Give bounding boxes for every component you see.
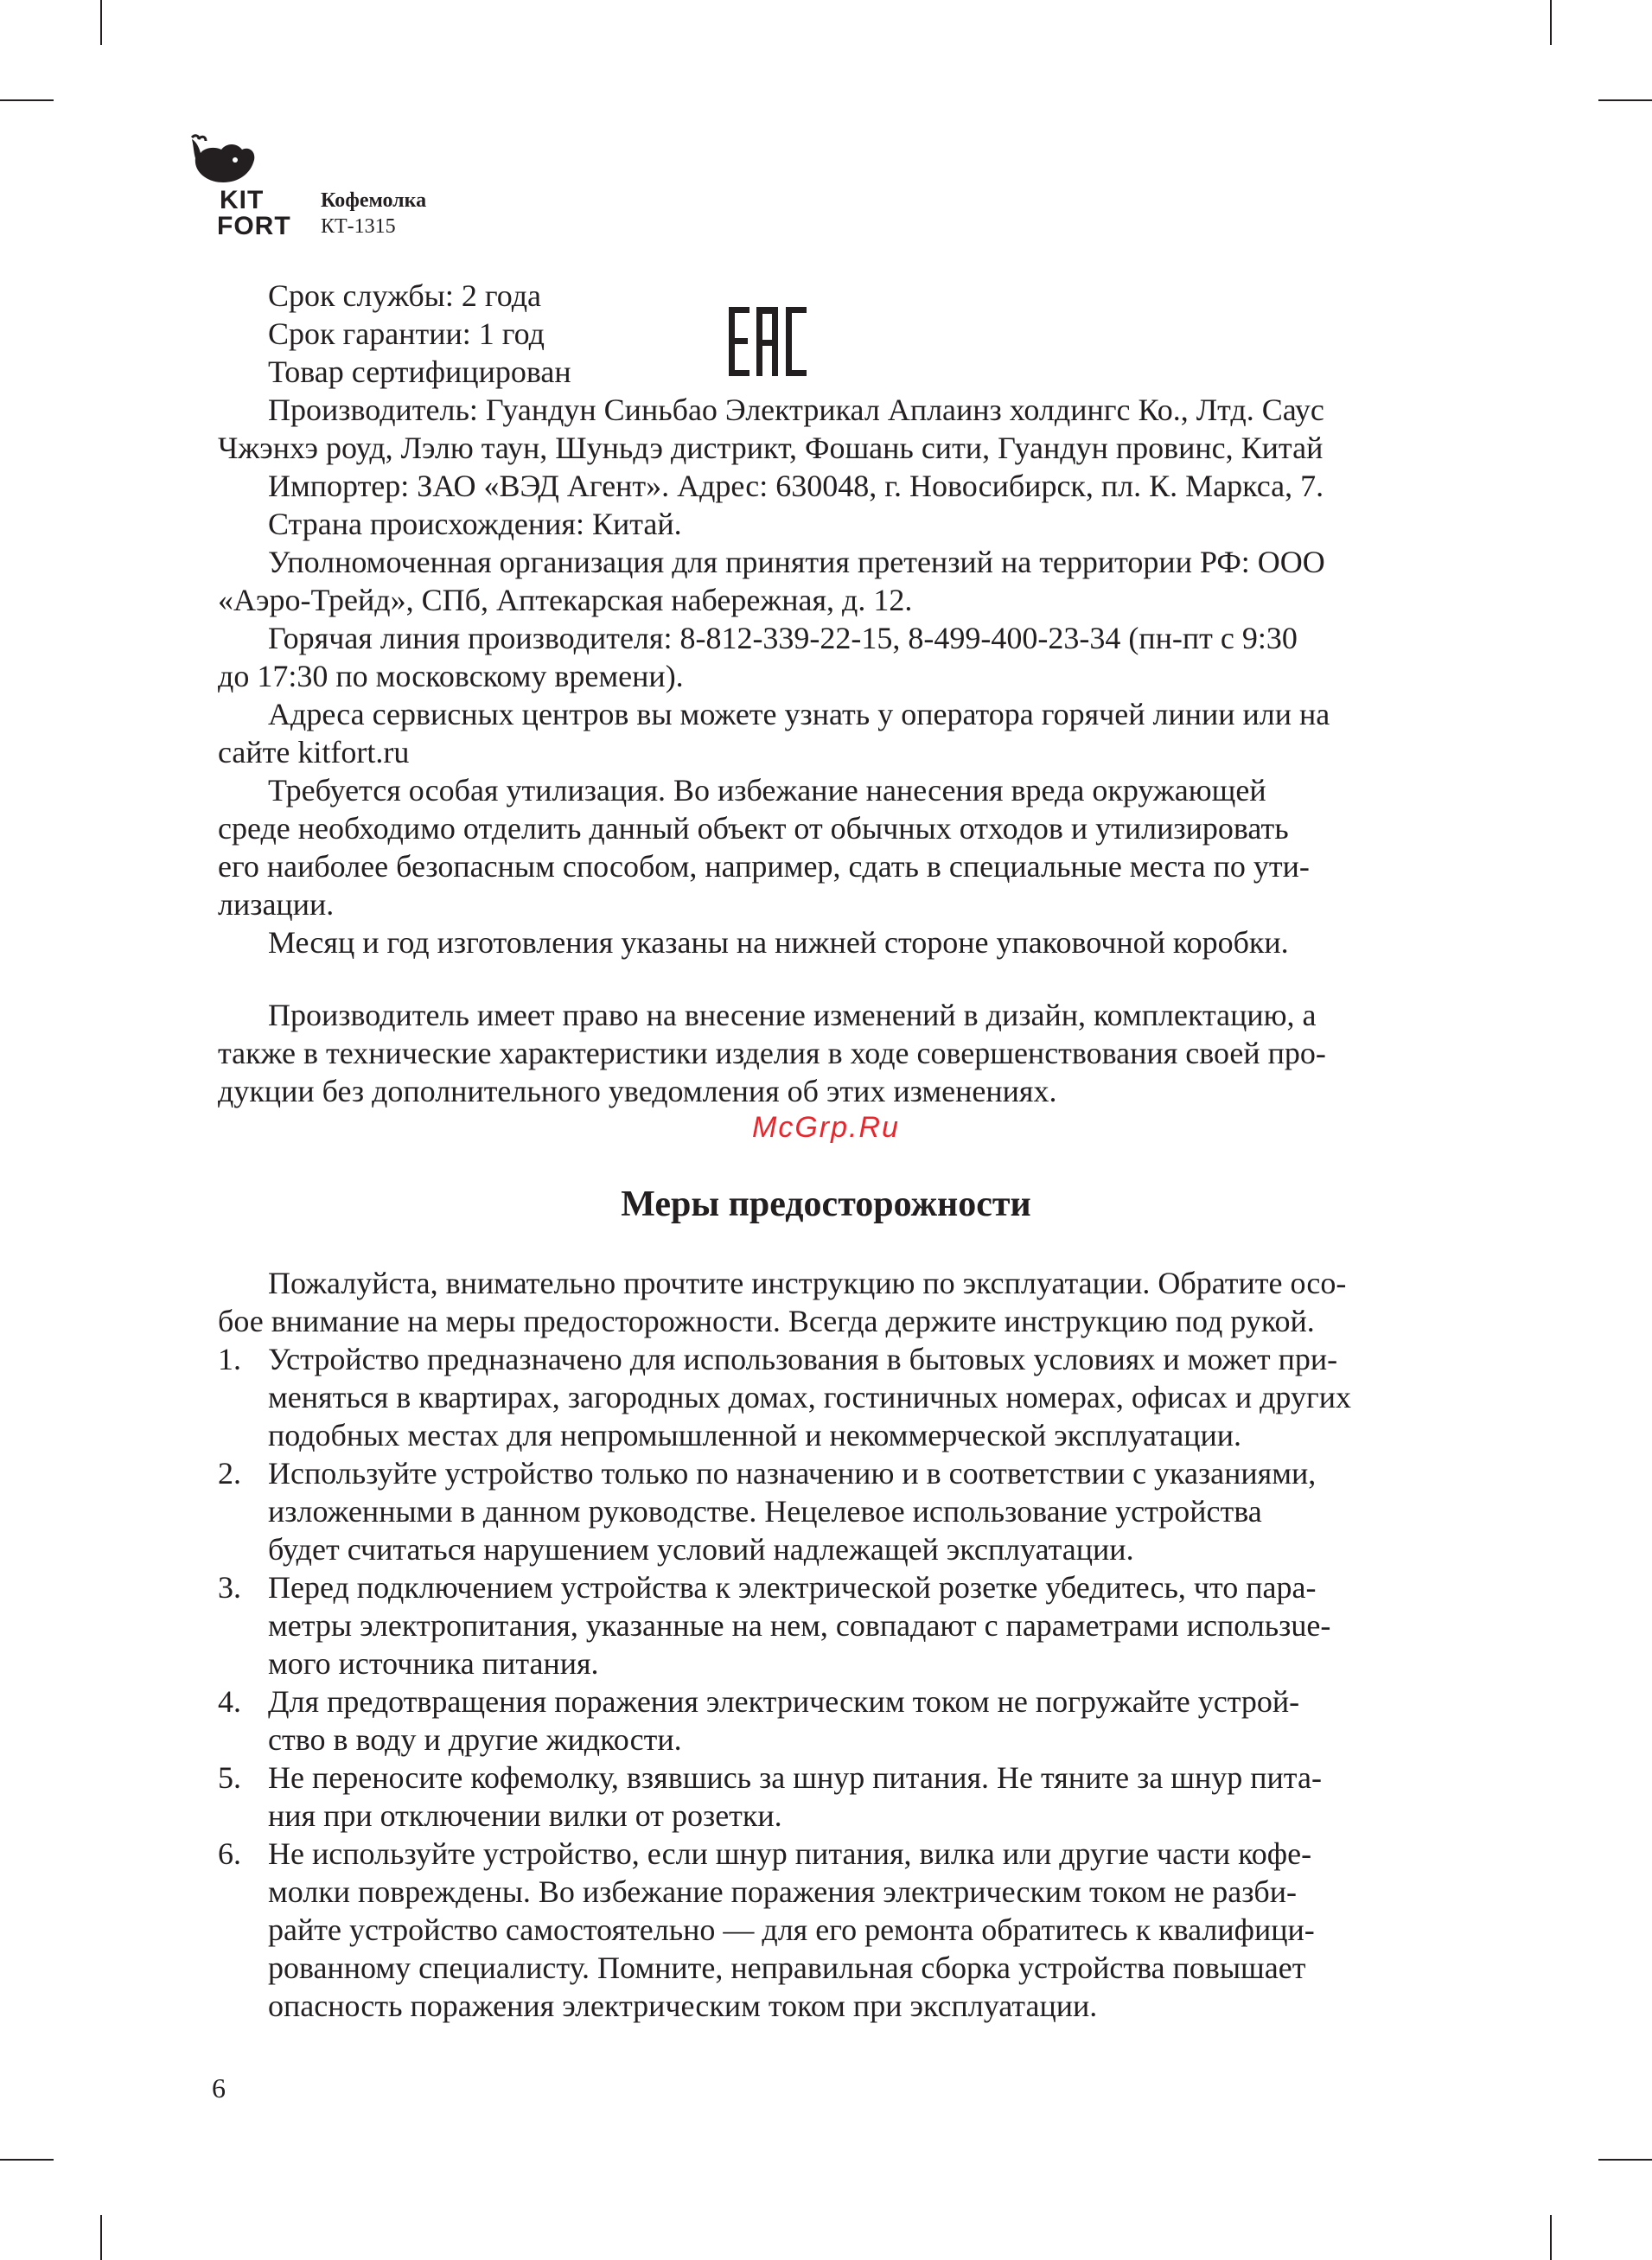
info-line: Производитель имеет право на внесение изменений в дизайн, комплектацию, а — [268, 998, 1317, 1032]
product-model: КТ-1315 — [321, 215, 396, 238]
page-number: 6 — [212, 2072, 226, 2104]
crop-mark — [1550, 0, 1552, 45]
info-line: Адреса сервисных центров вы можете узнать у оператора горячей линии или на — [268, 697, 1330, 731]
list-number: 3. — [218, 1570, 241, 1605]
info-line: Срок службы: 2 года — [268, 278, 542, 313]
list-item-line: Для предотвращения поражения электрическим током не погружайте устрой- — [268, 1684, 1300, 1719]
list-item-line: Не переносите кофемолку, взявшись за шнур питания. Не тяните за шнур пита- — [268, 1760, 1322, 1795]
watermark: McGrp.Ru — [752, 1111, 900, 1144]
info-line: также в технические характеристики изделия в ходе совершенствования своей про- — [218, 1036, 1326, 1070]
page-header — [188, 134, 534, 246]
eac-certification-icon — [729, 307, 807, 376]
info-line: дукции без дополнительного уведомления об этих изменениях. — [218, 1074, 1057, 1108]
list-number: 2. — [218, 1456, 241, 1491]
crop-mark — [1598, 2159, 1652, 2161]
list-item-line: будет считаться нарушением условий надлежащей эксплуатации. — [268, 1532, 1134, 1567]
crop-mark — [1598, 99, 1652, 101]
list-item-line: опасность поражения электрическим током при эксплуатации. — [268, 1989, 1098, 2023]
intro-line: бое внимание на меры предосторожности. Всегда держите инструкцию под рукой. — [218, 1304, 1315, 1338]
product-title: Кофемолка — [321, 189, 427, 212]
crop-mark — [0, 99, 54, 101]
info-line: сайте kitfort.ru — [218, 735, 410, 769]
list-item-line: райте устройство самостоятельно — для его ремонта обратитесь к квалифици- — [268, 1912, 1315, 1947]
brand-line-2: FORT — [217, 212, 291, 240]
list-item-line: подобных местах для непромышленной и некоммерческой эксплуатации. — [268, 1418, 1241, 1452]
intro-line: Пожалуйста, внимательно прочтите инструкцию по эксплуатации. Обратите осо- — [268, 1266, 1347, 1300]
crop-mark — [100, 2215, 102, 2260]
section-title: Меры предосторожности — [621, 1184, 1031, 1224]
list-number: 1. — [218, 1342, 241, 1376]
info-line: Требуется особая утилизация. Во избежание нанесения вреда окружающей — [268, 773, 1266, 808]
info-line: лизации. — [218, 887, 335, 922]
list-number: 5. — [218, 1760, 241, 1795]
list-item-line: метры электропитания, указанные на нем, совпадают с параметрами использue- — [268, 1608, 1331, 1643]
brand-logo — [217, 188, 291, 239]
info-line: Импортер: ЗАО «ВЭД Агент». Адрес: 630048, г. Новосибирск, пл. К. Маркса, 7. — [268, 469, 1324, 503]
info-line: Страна происхождения: Китай. — [268, 507, 682, 541]
crop-mark — [0, 2159, 54, 2161]
list-item-line: ния при отключении вилки от розетки. — [268, 1798, 782, 1833]
list-item-line: ство в воду и другие жидкости. — [268, 1722, 682, 1757]
info-line: Срок гарантии: 1 год — [268, 316, 545, 351]
info-line: до 17:30 по московскому времени). — [218, 659, 684, 693]
list-item-line: Не используйте устройство, если шнур питания, вилка или другие части кофе- — [268, 1836, 1312, 1871]
crop-mark — [1550, 2215, 1552, 2260]
list-item-line: меняться в квартирах, загородных домах, гостиничных номерах, офисах и других — [268, 1380, 1351, 1414]
whale-logo-icon — [188, 134, 258, 188]
info-line: его наиболее безопасным способом, например, сдать в специальные места по ути- — [218, 849, 1310, 884]
list-number: 4. — [218, 1684, 241, 1719]
crop-mark — [100, 0, 102, 45]
info-line: Горячая линия производителя: 8-812-339-22-15, 8-499-400-23-34 (пн-пт с 9:30 — [268, 621, 1298, 655]
info-line: Чжэнхэ роуд, Лэлю таун, Шуньдэ дистрикт, Фошань сити, Гуандун провинс, Китай — [218, 431, 1324, 465]
brand-line-1: KIT — [220, 186, 265, 214]
info-line: среде необходимо отделить данный объект от обычных отходов и утилизировать — [218, 811, 1289, 846]
list-item-line: рованному специалисту. Помните, неправильная сборка устройства повышает — [268, 1950, 1306, 1985]
list-item-line: мого источника питания. — [268, 1646, 599, 1681]
info-line: Месяц и год изготовления указаны на нижней стороне упаковочной коробки. — [268, 925, 1289, 960]
info-line: Производитель: Гуандун Синьбао Электрикал Аплаинз холдингс Ко., Лтд. Саус — [268, 393, 1324, 427]
list-item-line: Перед подключением устройства к электрической розетке убедитесь, что пара- — [268, 1570, 1317, 1605]
list-number: 6. — [218, 1836, 241, 1871]
info-line: Товар сертифицирован — [268, 354, 571, 389]
list-item-line: молки повреждены. Во избежание поражения электрическим током не разби- — [268, 1874, 1298, 1909]
list-item-line: Устройство предназначено для использования в бытовых условиях и может при- — [268, 1342, 1338, 1376]
info-line: Уполномоченная организация для принятия претензий на территории РФ: ООО — [268, 545, 1325, 579]
list-item-line: Используйте устройство только по назначению и в соответствии с указаниями, — [268, 1456, 1317, 1491]
list-item-line: изложенными в данном руководстве. Нецелевое использование устройства — [268, 1494, 1262, 1529]
info-line: «Аэро-Трейд», СПб, Аптекарская набережная, д. 12. — [218, 583, 913, 617]
